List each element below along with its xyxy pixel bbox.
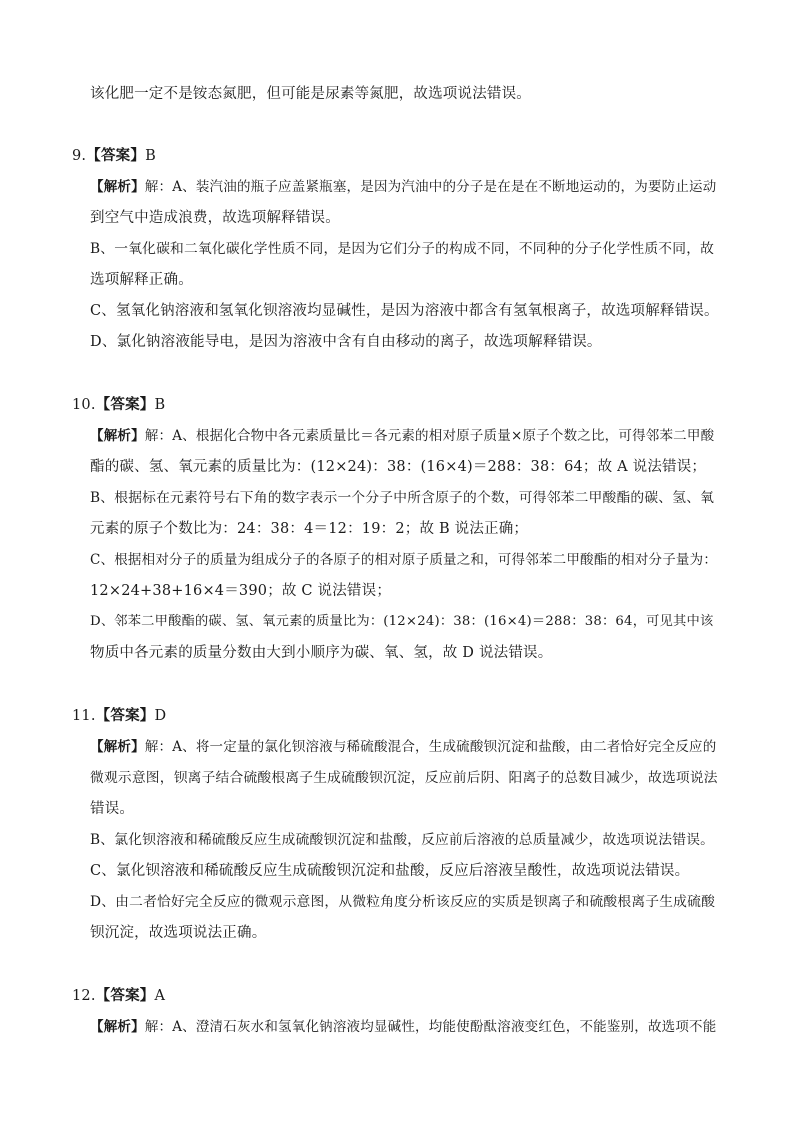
q10-answer-line bbox=[72, 395, 165, 415]
q11-analysis-line-2: 微观示意图，钡离子结合硫酸根离子生成硫酸钡沉淀，反应前后阴、阳离子的总数目减少，故选项说法 bbox=[90, 770, 718, 786]
q12-analysis-label: 【解析】 bbox=[90, 1019, 145, 1035]
q10-analysis-line-2: 酯的碳、氢、氧元素的质量比为：(12×24)：38：(16×4)＝288：38：64；故 A 说法错误； bbox=[90, 459, 707, 475]
q10-analysis-text-1: 解：A、根据化合物中各元素质量比＝各元素的相对原子质量×原子个数之比，可得邻苯二甲酸 bbox=[144, 428, 715, 444]
q11-analysis-line-1 bbox=[90, 737, 716, 757]
q12-answer-line bbox=[72, 986, 165, 1006]
q9-answer-line bbox=[72, 146, 156, 166]
q11-analysis-line-4: B、氯化钡溶液和稀硫酸反应生成硫酸钡沉淀和盐酸，反应前后溶液的总质量减少，故选项说法错误。 bbox=[90, 832, 715, 848]
q11-analysis-line-7: 钡沉淀，故选项说法正确。 bbox=[90, 925, 267, 941]
q12-answer-label: 【答案】 bbox=[95, 987, 155, 1004]
q9-analysis-text-1: 解：A、装汽油的瓶子应盖紧瓶塞，是因为汽油中的分子是在是在不断地运动的，为要防止运动 bbox=[144, 179, 717, 195]
q11-analysis-line-3: 错误。 bbox=[90, 801, 135, 817]
q11-answer-label: 【答案】 bbox=[95, 707, 155, 724]
q10-analysis-line-7: D、邻苯二甲酸酯的碳、氢、氧元素的质量比为：(12×24)：38：(16×4)＝288：38：64，可见其中该 bbox=[90, 614, 714, 629]
q12-analysis-text-1: 解：A、澄清石灰水和氢氧化钠溶液均显碱性，均能使酚酞溶液变红色，不能鉴别，故选项不能 bbox=[144, 1019, 717, 1035]
q10-answer-label: 【答案】 bbox=[95, 396, 155, 413]
q11-analysis-label: 【解析】 bbox=[90, 739, 145, 755]
q9-analysis-line-2: 到空气中造成浪费，故选项解释错误。 bbox=[90, 210, 340, 226]
q9-analysis-label: 【解析】 bbox=[90, 179, 145, 195]
intro-line-1: 该化肥一定不是铵态氮肥，但可能是尿素等氮肥，故选项说法错误。 bbox=[90, 86, 531, 102]
q10-analysis-line-3: B、根据标在元素符号右下角的数字表示一个分子中所含原子的个数，可得邻苯二甲酸酯的碳、氢、氧 bbox=[90, 490, 715, 506]
q10-analysis-label: 【解析】 bbox=[90, 428, 145, 444]
q10-analysis-line-5: C、根据相对分子的质量为组成分子的各原子的相对原子质量之和，可得邻苯二甲酸酯的相对分子量为： bbox=[90, 552, 718, 568]
q9-analysis-line-6: D、氯化钠溶液能导电，是因为溶液中含有自由移动的离子，故选项解释错误。 bbox=[90, 334, 602, 350]
q10-analysis-line-1 bbox=[90, 426, 714, 446]
q11-number: 11. bbox=[72, 708, 96, 724]
q9-number: 9. bbox=[72, 148, 87, 164]
q9-analysis-line-1 bbox=[90, 177, 716, 197]
q12-analysis-line-1 bbox=[90, 1017, 716, 1037]
q10-analysis-line-4: 元素的原子个数比为：24：38：4＝12：19：2；故 B 说法正确； bbox=[90, 521, 529, 537]
q10-number: 10. bbox=[72, 397, 96, 413]
q11-analysis-line-5: C、氯化钡溶液和稀硫酸反应生成硫酸钡沉淀和盐酸，反应后溶液呈酸性，故选项说法错误。 bbox=[90, 863, 690, 879]
q11-answer-line bbox=[72, 706, 166, 726]
q12-answer: A bbox=[154, 988, 166, 1004]
q11-analysis-text-1: 解：A、将一定量的氯化钡溶液与稀硫酸混合，生成硫酸钡沉淀和盐酸，由二者恰好完全反应的 bbox=[144, 739, 717, 755]
q12-number: 12. bbox=[72, 988, 96, 1004]
q9-analysis-line-5: C、氢氧化钠溶液和氢氧化钡溶液均显碱性，是因为溶液中都含有氢氧根离子，故选项解释错误。 bbox=[90, 303, 719, 319]
q9-analysis-line-4: 选项解释正确。 bbox=[90, 272, 193, 288]
q9-analysis-line-3: B、一氧化碳和二氧化碳化学性质不同，是因为它们分子的构成不同，不同种的分子化学性质不同，故 bbox=[90, 241, 715, 257]
q10-analysis-line-6: 12×24+38+16×4＝390；故 C 说法错误； bbox=[90, 583, 392, 599]
q10-analysis-line-8: 物质中各元素的质量分数由大到小顺序为碳、氧、氢，故 D 说法错误。 bbox=[90, 645, 553, 661]
q11-answer: D bbox=[154, 708, 167, 724]
q10-answer: B bbox=[154, 397, 166, 413]
q9-answer-label: 【答案】 bbox=[86, 147, 146, 164]
q9-answer: B bbox=[145, 148, 156, 164]
q11-analysis-line-6: D、由二者恰好完全反应的微观示意图，从微粒角度分析该反应的实质是钡离子和硫酸根离子生成硫酸 bbox=[90, 894, 716, 910]
